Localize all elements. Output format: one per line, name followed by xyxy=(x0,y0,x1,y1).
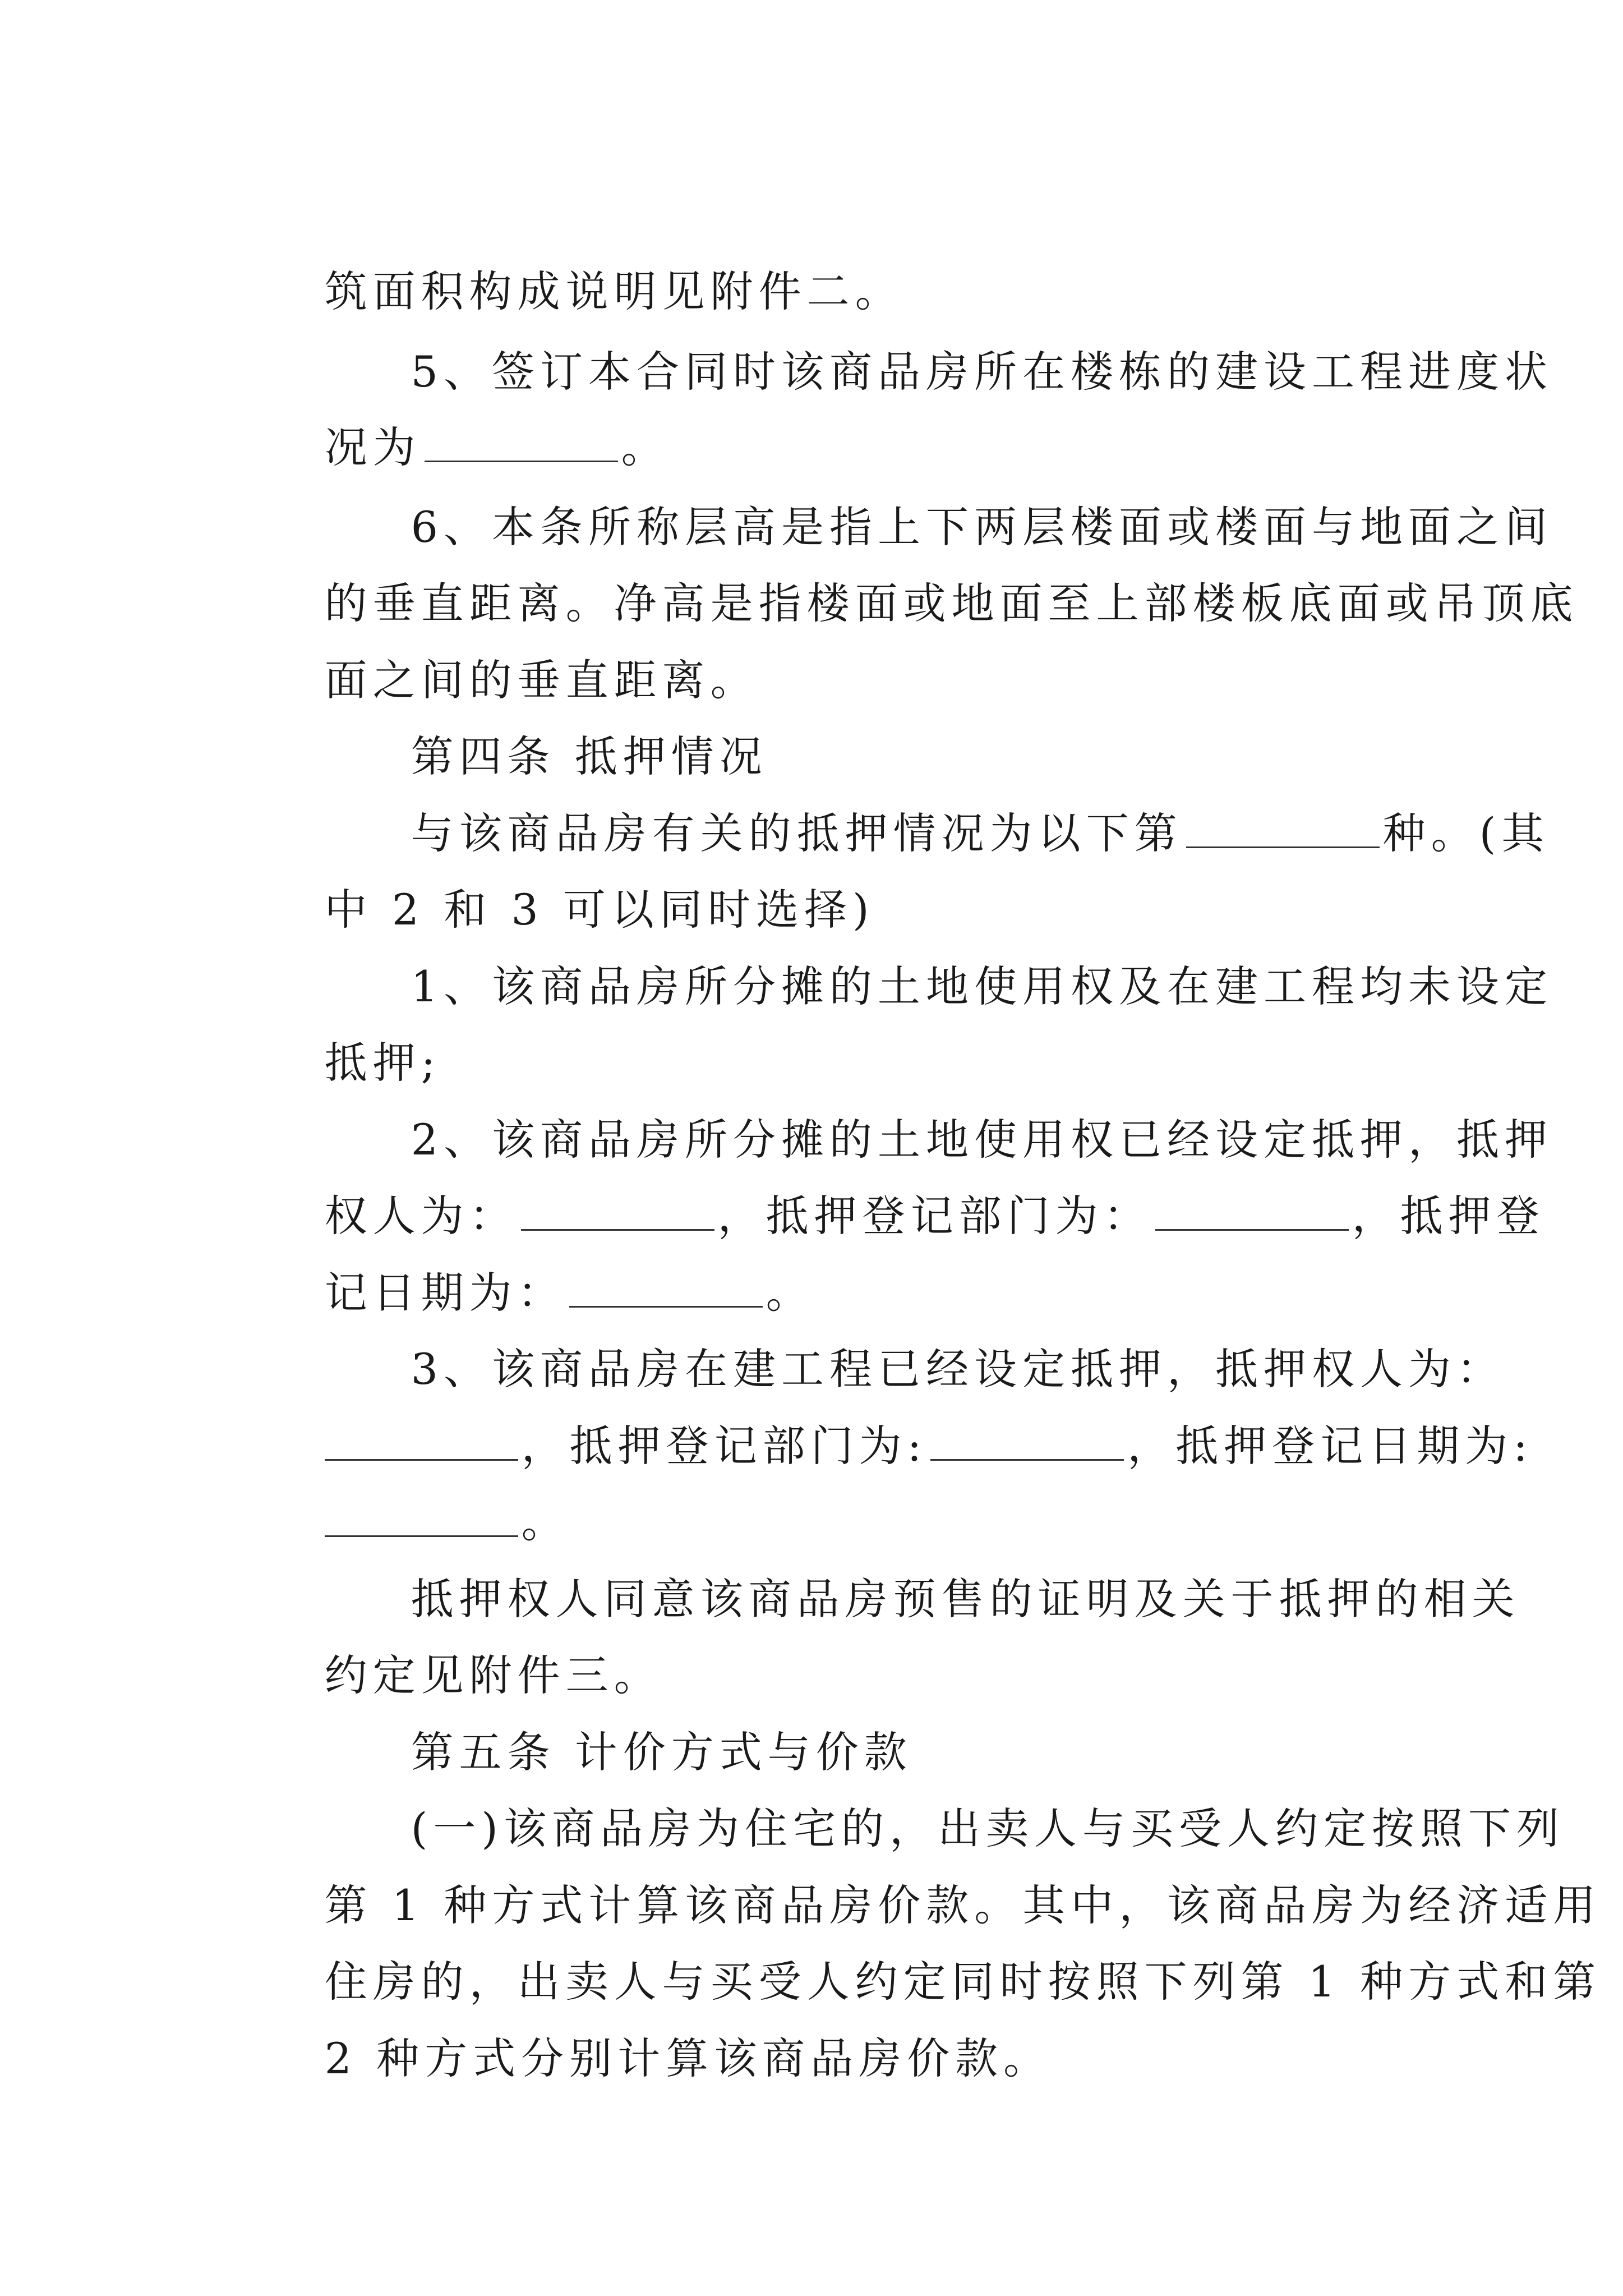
text-segment: 筑面积构成说明见附件二。 xyxy=(324,266,903,316)
text-segment: 第 1 种方式计算该商品房价款。其中，该商品房为经济适用 xyxy=(324,1880,1602,1930)
text-segment: 况为 xyxy=(324,422,421,472)
text-segment: 面之间的垂直距离。 xyxy=(324,655,759,705)
text-segment: 6、本条所称层高是指上下两层楼面或楼面与地面之间 xyxy=(411,502,1553,552)
text-segment: (一)该商品房为住宅的，出卖人与买受人约定按照下列 xyxy=(411,1803,1565,1853)
text-segment: 第四条 抵押情况 xyxy=(411,731,768,781)
text-segment: 与该商品房有关的抵押情况为以下第 xyxy=(411,808,1183,858)
text-segment: 3、该商品房在建工程已经设定抵押，抵押权人为： xyxy=(411,1344,1505,1394)
fill-in-blank xyxy=(1186,844,1380,848)
fill-in-blank xyxy=(930,1457,1124,1461)
text-segment: 2 种方式分别计算该商品房价款。 xyxy=(324,2033,1052,2083)
text-segment: 。 xyxy=(621,422,670,472)
text-segment: 抵押权人同意该商品房预售的证明及关于抵押的相关 xyxy=(411,1574,1520,1624)
text-segment: 抵押; xyxy=(324,1038,441,1088)
text-segment: 2、该商品房所分摊的土地使用权已经设定抵押，抵押 xyxy=(411,1115,1553,1165)
text-segment: 1、该商品房所分摊的土地使用权及在建工程均未设定 xyxy=(411,961,1553,1011)
text-segment: 权人为： xyxy=(324,1191,518,1241)
paragraph-line xyxy=(334,903,1553,1071)
text-segment: 住房的，出卖人与买受人约定同时按照下列第 1 种方式和第 xyxy=(324,1957,1602,2007)
text-segment: 第五条 计价方式与价款 xyxy=(411,1727,912,1777)
fill-in-blank xyxy=(1155,1227,1349,1231)
text-segment: 5、签订本合同时该商品房所在楼栋的建设工程进度状 xyxy=(411,347,1553,397)
text-segment: 。 xyxy=(766,1268,814,1318)
text-segment: 。 xyxy=(521,1497,570,1547)
text-segment: 记日期为： xyxy=(324,1268,566,1318)
text-segment: 约定见附件三。 xyxy=(324,1650,662,1700)
text-segment: 种。(其 xyxy=(1382,808,1550,858)
text-segment: ，抵押登记日期为: xyxy=(1127,1421,1533,1471)
text-segment: 中 2 和 3 可以同时选择) xyxy=(324,885,875,935)
text-segment: ，抵押登记部门为： xyxy=(717,1191,1152,1241)
text-segment: ，抵押登记部门为: xyxy=(521,1421,928,1471)
text-segment: 的垂直距离。净高是指楼面或地面至上部楼板底面或吊顶底 xyxy=(324,578,1579,628)
text-segment: ，抵押登 xyxy=(1352,1191,1545,1241)
paragraph-line xyxy=(248,1975,1052,2143)
